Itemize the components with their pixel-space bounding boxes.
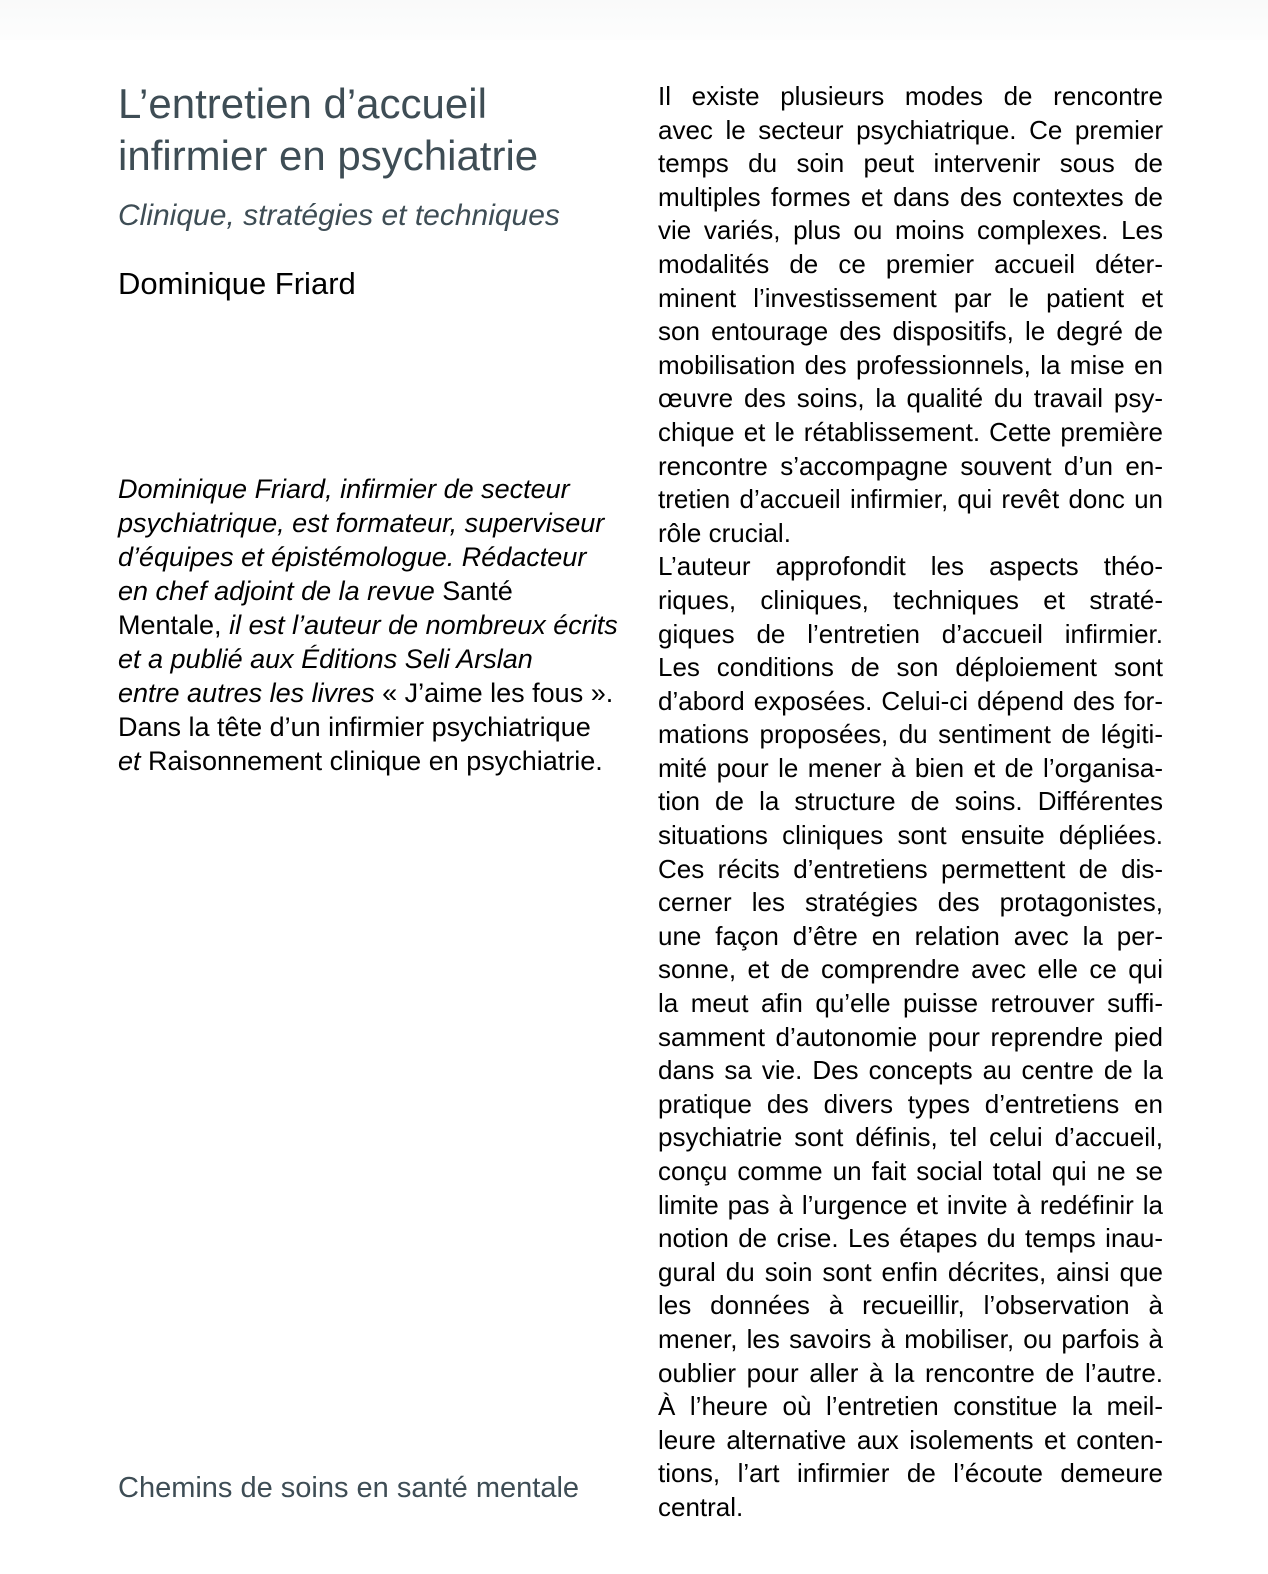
text-segment: central. bbox=[658, 1491, 744, 1522]
text-segment: Dominique Friard, infirmier de secteur bbox=[118, 474, 570, 504]
blurb-line bbox=[658, 618, 1163, 652]
blurb-line bbox=[658, 550, 1163, 584]
text-segment: rôle crucial. bbox=[658, 517, 791, 548]
blurb-line bbox=[658, 819, 1163, 853]
author-name: Dominique Friard bbox=[118, 266, 356, 301]
text-segment: minent l’investissement par le patient et bbox=[658, 282, 1163, 313]
text-segment: et a publié aux Éditions Seli Arslan bbox=[118, 644, 533, 674]
blurb-line bbox=[658, 147, 1163, 181]
blurb-line bbox=[658, 1357, 1163, 1391]
text-segment: Dans la tête d’un infirmier psychiatrique bbox=[118, 712, 591, 742]
blurb-line bbox=[658, 651, 1163, 685]
text-segment: mations proposées, du sentiment de légiti- bbox=[658, 719, 1163, 750]
blurb-line bbox=[658, 1457, 1163, 1491]
text-segment: mener, les savoirs à mobiliser, ou parfois à bbox=[658, 1323, 1163, 1354]
text-segment: « J’aime les fous ». bbox=[374, 678, 614, 708]
blurb-line bbox=[658, 953, 1163, 987]
book-subtitle: Clinique, stratégies et techniques bbox=[118, 199, 560, 232]
bio-line bbox=[118, 710, 648, 744]
blurb-line bbox=[658, 853, 1163, 887]
text-segment: la meut afin qu’elle puisse retrouver suffi- bbox=[658, 988, 1163, 1019]
book-title-line1: L’entretien d’accueil bbox=[118, 80, 487, 127]
bio-line bbox=[118, 608, 648, 642]
blurb-line bbox=[658, 349, 1163, 383]
blurb-line bbox=[658, 1323, 1163, 1357]
blurb-line bbox=[658, 1491, 1163, 1525]
text-segment: giques de l’entretien d’accueil infirmier. bbox=[658, 618, 1163, 649]
text-segment: tions, l’art infirmier de l’écoute demeure bbox=[658, 1458, 1163, 1489]
text-segment: rencontre s’accompagne souvent d’un en- bbox=[658, 450, 1163, 481]
back-cover-blurb bbox=[658, 80, 1163, 1525]
text-segment: Les conditions de son déploiement sont bbox=[658, 652, 1163, 683]
bio-line bbox=[118, 506, 648, 540]
book-title bbox=[118, 78, 638, 182]
text-segment: L’auteur approfondit les aspects théo- bbox=[658, 551, 1163, 582]
bio-line bbox=[118, 540, 648, 574]
blurb-line bbox=[658, 114, 1163, 148]
bio-line bbox=[118, 744, 648, 778]
blurb-line bbox=[658, 1054, 1163, 1088]
blurb-line bbox=[658, 214, 1163, 248]
blurb-line bbox=[658, 181, 1163, 215]
text-segment: riques, cliniques, techniques et straté- bbox=[658, 584, 1163, 615]
text-segment: gural du soin sont enfin décrites, ainsi que bbox=[658, 1256, 1163, 1287]
text-segment: les données à recueillir, l’observation à bbox=[658, 1290, 1163, 1321]
text-segment: modalités de ce premier accueil déter- bbox=[658, 248, 1163, 279]
blurb-line bbox=[658, 920, 1163, 954]
blurb-line bbox=[658, 248, 1163, 282]
text-segment: Mentale, bbox=[118, 610, 222, 640]
text-segment: avec le secteur psychiatrique. Ce premier bbox=[658, 114, 1163, 145]
text-segment: notion de crise. Les étapes du temps inau- bbox=[658, 1223, 1163, 1254]
blurb-line bbox=[658, 1121, 1163, 1155]
blurb-line bbox=[658, 1222, 1163, 1256]
text-segment: mobilisation des professionnels, la mise en bbox=[658, 349, 1163, 380]
blurb-line bbox=[658, 416, 1163, 450]
text-segment: mité pour le mener à bien et de l’organisa- bbox=[658, 752, 1163, 783]
top-margin-band bbox=[0, 0, 1268, 40]
text-segment: son entourage des dispositifs, le degré de bbox=[658, 316, 1163, 347]
text-segment: il est l’auteur de nombreux écrits bbox=[221, 610, 618, 640]
text-segment: sonne, et de comprendre avec elle ce qui bbox=[658, 954, 1163, 985]
blurb-line bbox=[658, 1088, 1163, 1122]
blurb-line bbox=[658, 987, 1163, 1021]
text-segment: une façon d’être en relation avec la per- bbox=[658, 920, 1163, 951]
text-segment: entre autres les livres bbox=[118, 678, 375, 708]
blurb-line bbox=[658, 1155, 1163, 1189]
text-segment: limite pas à l’urgence et invite à redéfinir la bbox=[658, 1189, 1163, 1220]
author-bio bbox=[118, 472, 648, 778]
blurb-line bbox=[658, 1189, 1163, 1223]
text-segment: leure alternative aux isolements et conten- bbox=[658, 1424, 1163, 1455]
blurb-line bbox=[658, 483, 1163, 517]
text-segment: tretien d’accueil infirmier, qui revêt donc un bbox=[658, 484, 1163, 515]
blurb-line bbox=[658, 752, 1163, 786]
blurb-line bbox=[658, 282, 1163, 316]
bio-line bbox=[118, 642, 648, 676]
series-title: Chemins de soins en santé mentale bbox=[118, 1472, 580, 1504]
blurb-line bbox=[658, 886, 1163, 920]
blurb-line bbox=[658, 450, 1163, 484]
text-segment: psychiatrie sont définis, tel celui d’accueil, bbox=[658, 1122, 1163, 1153]
blurb-line bbox=[658, 1256, 1163, 1290]
text-segment: Ces récits d’entretiens permettent de dis- bbox=[658, 853, 1163, 884]
book-title-line2: infirmier en psychiatrie bbox=[118, 132, 539, 179]
text-segment: tion de la structure de soins. Différentes bbox=[658, 786, 1163, 817]
text-segment: À l’heure où l’entretien constitue la meil- bbox=[658, 1391, 1163, 1422]
text-segment: situations cliniques sont ensuite dépliées. bbox=[658, 820, 1163, 851]
text-segment: psychiatrique, est formateur, superviseur bbox=[118, 508, 605, 538]
text-segment: pratique des divers types d’entretiens en bbox=[658, 1088, 1163, 1119]
text-segment: œuvre des soins, la qualité du travail psy- bbox=[658, 383, 1163, 414]
blurb-line bbox=[658, 785, 1163, 819]
blurb-line bbox=[658, 685, 1163, 719]
blurb-line bbox=[658, 1390, 1163, 1424]
blurb-line bbox=[658, 1289, 1163, 1323]
text-segment: dans sa vie. Des concepts au centre de la bbox=[658, 1055, 1163, 1086]
text-segment: Santé bbox=[442, 576, 513, 606]
text-segment: conçu comme un fait social total qui ne se bbox=[658, 1156, 1163, 1186]
text-segment: Il existe plusieurs modes de rencontre bbox=[658, 81, 1163, 111]
text-segment: samment d’autonomie pour reprendre pied bbox=[658, 1021, 1163, 1052]
blurb-line bbox=[658, 382, 1163, 416]
blurb-line bbox=[658, 517, 1163, 551]
bio-line bbox=[118, 676, 648, 710]
text-segment: temps du soin peut intervenir sous de bbox=[658, 148, 1163, 179]
bio-line bbox=[118, 574, 648, 608]
text-segment: en chef adjoint de la revue bbox=[118, 576, 443, 606]
bio-line bbox=[118, 472, 648, 506]
blurb-line bbox=[658, 584, 1163, 618]
blurb-line bbox=[658, 1021, 1163, 1055]
text-segment: cerner les stratégies des protagonistes, bbox=[658, 887, 1163, 918]
blurb-line bbox=[658, 718, 1163, 752]
text-segment: chique et le rétablissement. Cette première bbox=[658, 416, 1163, 447]
blurb-line bbox=[658, 80, 1163, 114]
text-segment: d’équipes et épistémologue. Rédacteur bbox=[118, 542, 587, 572]
text-segment: et bbox=[118, 746, 141, 776]
text-segment: oublier pour aller à la rencontre de l’autre. bbox=[658, 1357, 1163, 1388]
blurb-line bbox=[658, 315, 1163, 349]
blurb-line bbox=[658, 1424, 1163, 1458]
text-segment: Raisonnement clinique en psychiatrie. bbox=[140, 746, 603, 776]
text-segment: vie variés, plus ou moins complexes. Les bbox=[658, 215, 1163, 246]
text-segment: d’abord exposées. Celui-ci dépend des for- bbox=[658, 685, 1163, 716]
text-segment: multiples formes et dans des contextes de bbox=[658, 181, 1163, 212]
